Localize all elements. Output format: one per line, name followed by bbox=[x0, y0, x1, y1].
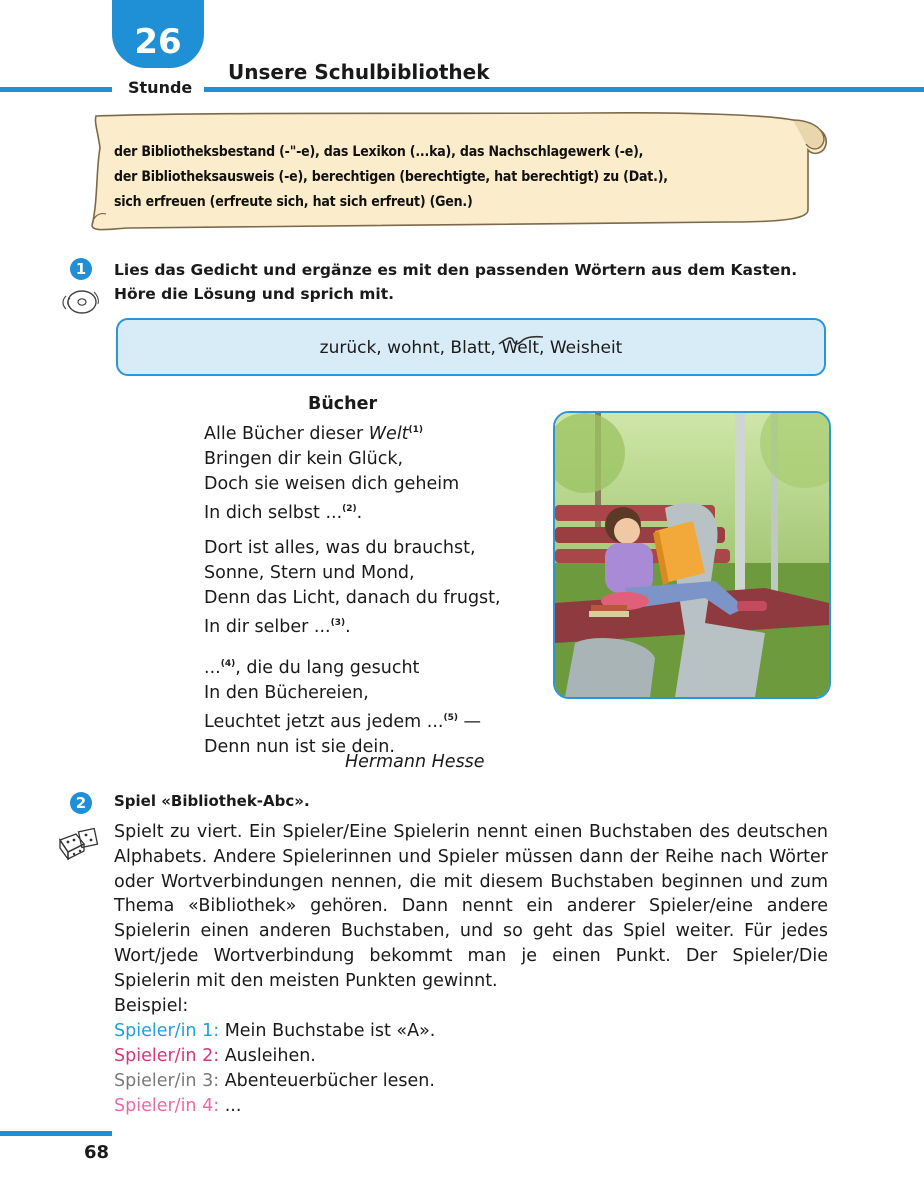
header-rule-left bbox=[0, 87, 112, 92]
gap-marker: (2) bbox=[342, 503, 357, 514]
poem-line: Doch sie weisen dich geheim bbox=[204, 473, 460, 494]
word-box bbox=[116, 318, 826, 376]
lesson-label: Stunde bbox=[128, 78, 193, 97]
page-number: 68 bbox=[84, 1142, 110, 1163]
vocabulary-line: sich erfreuen (erfreute sich, hat sich erfreut) (Gen.) bbox=[114, 194, 473, 210]
speaker-4: Spieler/in 4: bbox=[114, 1096, 220, 1116]
example-line-1: Spieler/in 1: Mein Buchstabe ist «A». bbox=[114, 1021, 436, 1041]
poem-line: In dich selbst ...$^{(2)}$. bbox=[204, 502, 363, 523]
gap-marker: (4) bbox=[220, 659, 236, 669]
poem-author: Hermann Hesse bbox=[345, 752, 485, 772]
exercise-2-body: Spielt zu viert. Ein Spieler/Eine Spielerin nennt einen Buchstaben des deutschen Alphabets. Andere Spielerinnen und Spieler müssen dann der Reihe nach Wörter oder Wortverbindungen nennen, die mit diesem Buchstaben beginnen und zum Thema «Bibliothek» gehören. Dann nennt ein anderer Spieler/eine andere Spielerin einen anderen Buchstaben, und so geht das Spiel weiter. Für jedes Wort/jede Wortverbindung bekommt man je einen Punkt. Der Spieler/Die Spielerin mit den meisten Punkten gewinnt. bbox=[114, 822, 828, 991]
exercise-number-1: 1 bbox=[70, 258, 92, 280]
poem-line: Denn das Licht, danach du frugst, bbox=[204, 588, 501, 608]
crossed-word-text: Welt bbox=[501, 338, 540, 358]
poem-stanza-3 bbox=[204, 652, 481, 760]
footer-rule bbox=[0, 1131, 112, 1136]
poem-title: Bücher bbox=[308, 394, 378, 414]
poem-line: Denn nun ist sie dein. bbox=[204, 736, 395, 757]
poem-line: Dort ist alles, was du brauchst, bbox=[204, 538, 476, 558]
instruction-line: Lies das Gedicht und ergänze es mit den passenden Wörtern aus dem Kasten. bbox=[114, 261, 798, 279]
poem-line: Sonne, Stern und Mond, bbox=[204, 563, 415, 583]
dice-icon bbox=[56, 826, 100, 860]
exercise-2-heading: Spiel «Bibliothek-Abc». bbox=[114, 792, 310, 810]
girl-reading-illustration bbox=[555, 413, 829, 697]
gap-word-example: Welt bbox=[368, 423, 409, 444]
poem-line: Alle Bücher dieser Welt$^{(1)}$ bbox=[204, 423, 424, 444]
vocabulary-list bbox=[114, 140, 814, 215]
poem-stanza-2 bbox=[204, 536, 501, 640]
gap-marker: (5) bbox=[443, 712, 458, 723]
example-label: Beispiel: bbox=[114, 996, 189, 1016]
exercise-number-2: 2 bbox=[70, 792, 92, 814]
instruction-line: Höre die Lösung und sprich mit. bbox=[114, 285, 395, 303]
page-title: Unsere Schulbibliothek bbox=[228, 60, 490, 84]
girl-reading-photo bbox=[553, 411, 831, 699]
exercise-1-instruction bbox=[114, 258, 828, 306]
speaker-3: Spieler/in 3: bbox=[114, 1071, 220, 1091]
audio-disc-icon bbox=[58, 288, 102, 316]
header-rule-right bbox=[204, 87, 924, 92]
word-list-start: zurück, wohnt, Blatt, bbox=[319, 338, 502, 358]
strikethrough-icon bbox=[497, 334, 545, 356]
poem-line: Leuchtet jetzt aus jedem ...$^{(5)}$ — bbox=[204, 711, 482, 732]
gap-marker: (1) bbox=[408, 425, 424, 435]
speaker-2: Spieler/in 2: bbox=[114, 1046, 220, 1066]
poem-line: Bringen dir kein Glück, bbox=[204, 448, 404, 469]
poem-line: In dir selber ...$^{(3)}$. bbox=[204, 616, 351, 637]
gap-marker: (3) bbox=[330, 618, 346, 628]
word-list-end: , Weisheit bbox=[539, 338, 623, 358]
poem-stanza-1 bbox=[204, 418, 459, 526]
lesson-number-badge: 26 bbox=[112, 0, 204, 68]
poem-line: ...$^{(4)}$, die du lang gesucht bbox=[204, 657, 420, 678]
example-line-4: Spieler/in 4: ... bbox=[114, 1096, 242, 1116]
example-line-2: Spieler/in 2: Ausleihen. bbox=[114, 1046, 316, 1066]
example-line-3: Spieler/in 3: Abenteuerbücher lesen. bbox=[114, 1071, 435, 1091]
crossed-word bbox=[501, 320, 539, 376]
vocabulary-line: der Bibliotheksbestand (-"-e), das Lexikon (...ka), das Nachschlagewerk (-e), bbox=[114, 144, 644, 160]
vocabulary-line: der Bibliotheksausweis (-e), berechtigen (berechtigte, hat berechtigt) zu (Dat.), bbox=[114, 169, 668, 185]
speaker-1: Spieler/in 1: bbox=[114, 1021, 220, 1041]
poem-line: In den Büchereien, bbox=[204, 682, 369, 703]
